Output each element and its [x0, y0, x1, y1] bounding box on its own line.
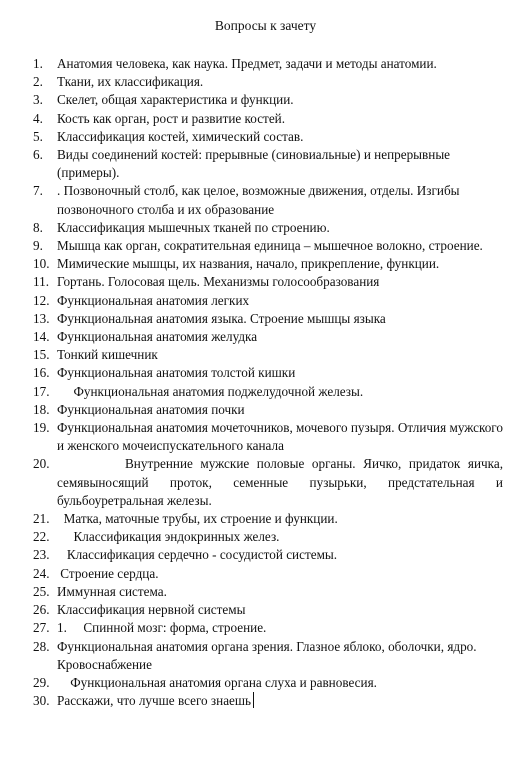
question-text: Классификация костей, химический состав. [57, 128, 304, 144]
list-item [33, 383, 503, 401]
question-text: Матка, маточные трубы, их строение и функции. [57, 511, 338, 527]
list-item [33, 583, 503, 601]
list-item [33, 328, 503, 346]
question-number: 24. [33, 565, 50, 581]
document-title: Вопросы к зачету [214, 18, 317, 33]
question-text: Классификация эндокринных желез. [57, 529, 280, 545]
question-number: 1. [33, 56, 43, 71]
question-text: Функциональная анатомия языка. Строение мышцы языка [57, 310, 386, 326]
list-item [33, 237, 503, 255]
question-text: Функциональная анатомия органа зрения. Глазное яблоко, оболочки, ядро. Кровоснабжение [57, 638, 477, 672]
question-text: Классификация сердечно - сосудистой системы. [57, 547, 338, 563]
list-item [33, 546, 503, 564]
question-number: 12. [33, 292, 50, 308]
question-number: 15. [33, 347, 50, 363]
question-number: 21. [33, 511, 50, 527]
question-number: 4. [33, 110, 43, 126]
list-item [33, 273, 503, 291]
question-number: 6. [33, 147, 43, 163]
question-text: Ткани, их классификация. [57, 74, 204, 90]
list-item [33, 455, 507, 510]
list-item [33, 401, 503, 419]
question-text: Внутренние мужские половые органы. Яичко, придаток яичка, семявыносящий проток, семенные пузырьки, предстательная и бульбоуретральная железы. [57, 456, 507, 508]
list-item [33, 565, 503, 583]
question-number: 25. [33, 583, 50, 599]
list-item [33, 528, 503, 546]
question-number: 11. [33, 274, 49, 290]
question-number: 14. [33, 329, 50, 345]
list-item [33, 692, 503, 710]
question-number: 13. [33, 310, 50, 326]
question-number: 10. [33, 256, 50, 272]
question-text: . Позвоночный столб, как целое, возможные движения, отделы. Изгибы позвоночного столба и их образование [57, 183, 460, 217]
question-text: Функциональная анатомия органа слуха и равновесия. [57, 674, 377, 690]
question-text: Мимические мышцы, их названия, начало, прикрепление, функции. [57, 256, 440, 272]
list-item [33, 364, 503, 382]
list-item [33, 55, 503, 73]
question-text: Кость как орган, рост и развитие костей. [57, 110, 286, 126]
question-number: 19. [33, 420, 50, 436]
list-item [33, 219, 503, 237]
question-text: Виды соединений костей: прерывные (синовиальные) и непрерывные (примеры). [57, 147, 451, 181]
question-number: 23. [33, 547, 50, 563]
list-item [33, 310, 503, 328]
list-item [33, 346, 503, 364]
question-number: 20. [33, 456, 50, 472]
question-text: Расскажи, что лучше всего знаешь [57, 693, 252, 709]
question-text: Функциональная анатомия почки [57, 401, 245, 417]
question-text: 1. Спинной мозг: форма, строение. [57, 620, 267, 636]
list-item [33, 255, 503, 273]
question-text: Анатомия человека, как наука. Предмет, задачи и методы анатомии. [57, 56, 437, 71]
question-text: Тонкий кишечник [57, 347, 158, 363]
question-text: Строение сердца. [57, 565, 159, 581]
list-item [33, 182, 503, 218]
question-text: Классификация нервной системы [57, 602, 246, 618]
list-item [33, 91, 503, 109]
question-number: 5. [33, 128, 43, 144]
list-item [33, 146, 503, 182]
question-text: Функциональная анатомия желудка [57, 329, 258, 345]
list-item [33, 601, 503, 619]
question-text: Функциональная анатомия поджелудочной железы. [57, 383, 364, 399]
question-number: 3. [33, 92, 43, 108]
question-text: Классификация мышечных тканей по строению. [57, 219, 330, 235]
text-cursor [253, 692, 254, 708]
question-number: 7. [33, 183, 43, 199]
list-item [33, 110, 503, 128]
question-text: Функциональная анатомия легких [57, 292, 250, 308]
question-text: Функциональная анатомия толстой кишки [57, 365, 296, 381]
question-number: 8. [33, 219, 43, 235]
question-text: Функциональная анатомия мочеточников, мочевого пузыря. Отличия мужского и женского мочеиспускательного канала [57, 420, 503, 454]
list-item [33, 128, 503, 146]
question-number: 29. [33, 674, 50, 690]
question-number: 27. [33, 620, 50, 636]
question-number: 28. [33, 638, 50, 654]
list-item [33, 419, 503, 455]
list-item [33, 638, 503, 674]
list-item [33, 619, 503, 637]
question-number: 2. [33, 74, 43, 90]
list-item [33, 292, 503, 310]
question-text: Скелет, общая характеристика и функции. [57, 92, 294, 108]
question-number: 9. [33, 238, 43, 254]
question-list [33, 55, 507, 710]
question-number: 18. [33, 401, 50, 417]
question-number: 17. [33, 383, 50, 399]
list-item [33, 73, 503, 91]
question-number: 26. [33, 602, 50, 618]
list-item [33, 674, 503, 692]
list-item [33, 510, 503, 528]
question-number: 30. [33, 693, 50, 709]
question-number: 22. [33, 529, 50, 545]
question-text: Мышца как орган, сократительная единица – мышечное волокно, строение. [57, 238, 483, 254]
question-text: Гортань. Голосовая щель. Механизмы голосообразования [57, 274, 380, 290]
question-number: 16. [33, 365, 50, 381]
question-text: Иммунная система. [57, 583, 167, 599]
